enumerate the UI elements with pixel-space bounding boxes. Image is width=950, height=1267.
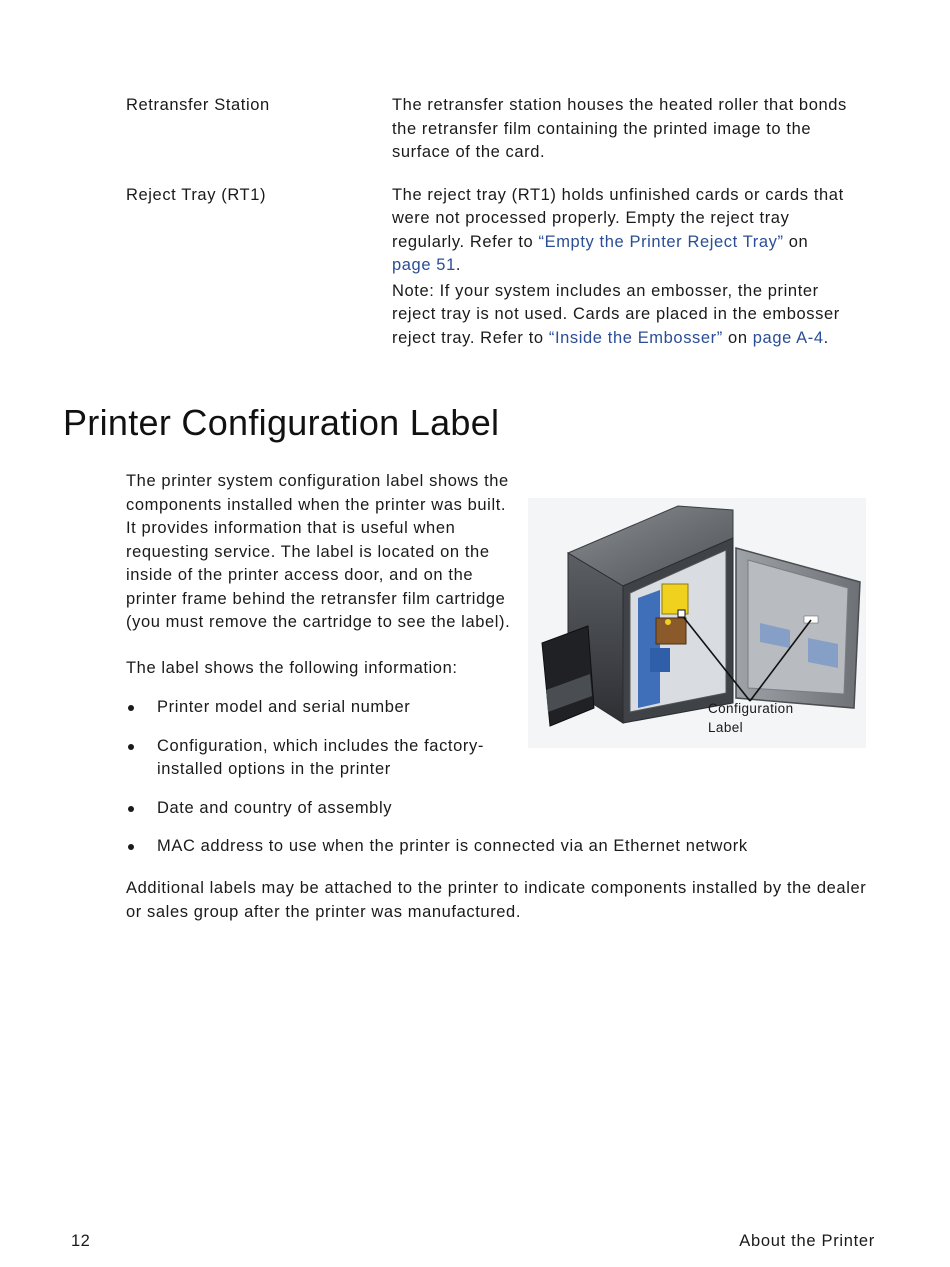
- empty-reject-tray-link[interactable]: “Empty the Printer Reject Tray”: [538, 232, 784, 251]
- description-text: The reject tray (RT1) holds unfinished cards or cards that were not processed properly. Empty the reject tray regularly. Refer to: [392, 185, 844, 251]
- section-heading: Printer Configuration Label: [63, 402, 500, 443]
- list-item-text: Printer model and serial number: [157, 698, 411, 716]
- term-label: Retransfer Station: [126, 96, 270, 114]
- additional-paragraph: Additional labels may be attached to the printer to indicate components installed by the dealer or sales group after the printer was manufactured.: [126, 879, 867, 921]
- bullet-icon: [128, 744, 134, 750]
- term-description: [392, 184, 852, 351]
- component-table: [126, 94, 866, 369]
- note-text: Note: If your system includes an embosser, the printer reject tray is not used. Cards are placed in the embosser reject tray. Refer to: [392, 281, 840, 347]
- note-text: on: [722, 328, 753, 347]
- list-item-text: Configuration, which includes the factory-installed options in the printer: [157, 736, 484, 778]
- term-description: [392, 94, 852, 165]
- chapter-title: About the Printer: [739, 1232, 875, 1250]
- cartridge-knob: [665, 619, 671, 625]
- note-text: .: [823, 328, 829, 347]
- list-item-text: Date and country of assembly: [157, 798, 393, 817]
- cartridge-brown: [656, 618, 686, 644]
- door-config-label: [804, 616, 818, 623]
- inside-embosser-link[interactable]: “Inside the Embosser”: [548, 328, 723, 347]
- callout-pointer: [678, 610, 685, 617]
- table-row: [126, 184, 866, 351]
- bullet-icon: [128, 844, 134, 850]
- list-item-text: MAC address to use when the printer is connected via an Ethernet network: [157, 837, 748, 855]
- list-item: [126, 797, 866, 821]
- note-paragraph: [392, 280, 852, 351]
- description-text: on: [783, 232, 809, 251]
- list-item: [126, 735, 497, 782]
- list-item: [126, 696, 497, 720]
- page-51-link[interactable]: page 51: [392, 256, 456, 274]
- bullet-icon: [128, 705, 134, 711]
- list-item: [126, 835, 866, 859]
- table-row: [126, 94, 866, 165]
- page-a-4-link[interactable]: page A-4: [752, 328, 824, 347]
- internal-part: [650, 648, 670, 672]
- description-text: The retransfer station houses the heated roller that bonds the retransfer film containing the printed image to the surface of the card.: [392, 96, 847, 161]
- term-label: Reject Tray (RT1): [126, 185, 267, 204]
- callout-line: Configuration: [708, 701, 794, 716]
- description-text: .: [455, 256, 462, 274]
- description-paragraph: [392, 184, 852, 278]
- page-number: 12: [71, 1232, 91, 1250]
- callout-line: Label: [708, 720, 744, 735]
- list-intro: The label shows the following information:: [126, 659, 458, 677]
- intro-paragraph: The printer system configuration label shows the components installed when the printer was built. It provides information that is useful when requesting service. The label is located on the inside of the printer access door, and on the printer frame behind the retransfer film cartridge (you must remove the cartridge to see the label).: [126, 472, 511, 631]
- description-paragraph: [392, 94, 852, 165]
- bullet-icon: [128, 806, 134, 812]
- info-list: [126, 696, 866, 874]
